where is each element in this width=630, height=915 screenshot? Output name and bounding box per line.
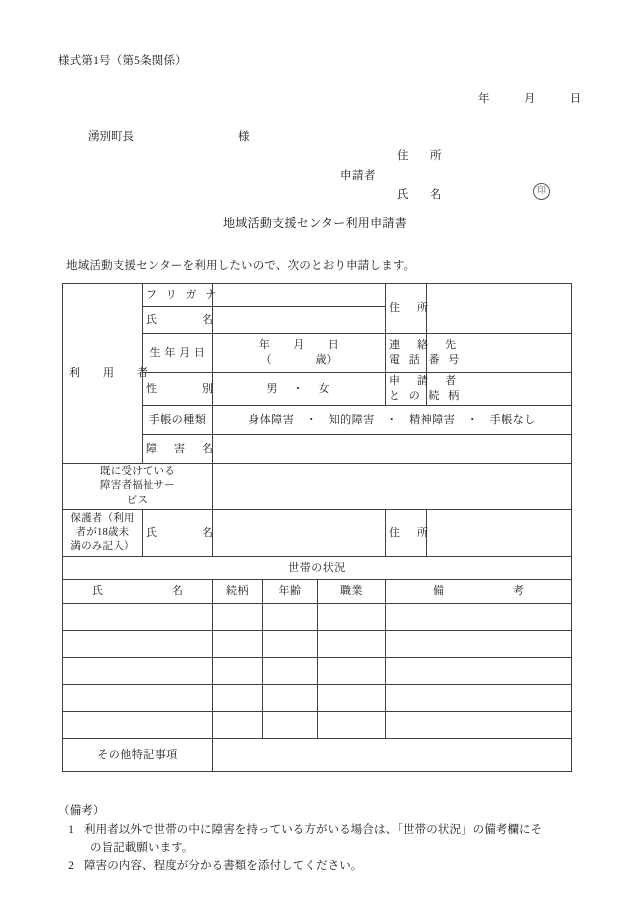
footer-note-1-line1: 利用者以外で世帯の中に障害を持っている方がいる場合は、「世帯の状況」の備考欄にそ xyxy=(84,823,543,836)
table-row-existing-service xyxy=(63,464,572,510)
table-row-guardian xyxy=(63,510,572,557)
guardian-name-input[interactable] xyxy=(213,510,386,557)
existing-service-line3: ビス xyxy=(126,494,149,506)
guardian-label-line1: 保護者（利用 xyxy=(70,512,135,524)
form-number: 様式第1号（第5条関係） xyxy=(58,55,187,67)
footer-notes xyxy=(58,803,598,876)
household-age-input[interactable] xyxy=(263,685,318,712)
disability-name-input[interactable] xyxy=(213,435,572,464)
household-remarks-input[interactable] xyxy=(386,685,572,712)
household-name-input[interactable] xyxy=(63,685,213,712)
guardian-address-input[interactable] xyxy=(427,510,572,557)
handbook-type-label: 手帳の種類 xyxy=(143,406,213,435)
household-remarks-input[interactable] xyxy=(386,604,572,631)
birthdate-age-hint: （ 歳） xyxy=(260,354,338,366)
footer-note-2-line1: 障害の内容、程度が分かる書類を添付してください。 xyxy=(84,860,363,873)
applicant-address-label: 住 所 xyxy=(397,150,447,162)
household-remarks-input[interactable] xyxy=(386,712,572,739)
gender-options[interactable]: 男 ・ 女 xyxy=(213,373,386,406)
guardian-section-label xyxy=(63,510,143,557)
household-occupation-input[interactable] xyxy=(318,685,386,712)
household-age-input[interactable] xyxy=(263,604,318,631)
lead-paragraph: 地域活動支援センターを利用したいので、次のとおり申請します。 xyxy=(66,260,416,272)
household-name-input[interactable] xyxy=(63,631,213,658)
footer-note-1 xyxy=(58,822,598,858)
household-relation-input[interactable] xyxy=(213,712,263,739)
household-relation-input[interactable] xyxy=(213,658,263,685)
household-name-input[interactable] xyxy=(63,658,213,685)
existing-service-line2: 障害者福祉サー xyxy=(100,480,175,492)
existing-service-label xyxy=(63,464,213,510)
addressee-name: 湧別町長 xyxy=(88,131,134,143)
household-col-name: 氏 名 xyxy=(63,580,213,604)
household-remarks-input[interactable] xyxy=(386,658,572,685)
existing-service-input[interactable] xyxy=(213,464,572,510)
gender-label: 性 別 xyxy=(143,373,213,406)
footer-note-1-line2: の旨記載願います。 xyxy=(90,841,194,854)
household-remarks-input[interactable] xyxy=(386,631,572,658)
birthdate-input[interactable] xyxy=(213,334,386,373)
relation-label-line2: と の 続 柄 xyxy=(389,390,463,402)
table-row xyxy=(63,712,572,739)
household-age-input[interactable] xyxy=(263,658,318,685)
household-age-input[interactable] xyxy=(263,631,318,658)
date-day-label: 日 xyxy=(569,93,582,105)
date-month-label: 月 xyxy=(523,93,536,105)
household-relation-input[interactable] xyxy=(213,685,263,712)
household-age-input[interactable] xyxy=(263,712,318,739)
birthdate-ymd-hint: 年 月 日 xyxy=(258,339,340,352)
household-col-relation: 続柄 xyxy=(213,580,263,604)
table-row-household-title xyxy=(63,557,572,580)
footer-note-1-body xyxy=(84,822,598,858)
handbook-type-options[interactable]: 身体障害 ・ 知的障害 ・ 精神障害 ・ 手帳なし xyxy=(213,406,572,435)
applicant-name-label: 氏 名 xyxy=(397,189,447,201)
household-occupation-input[interactable] xyxy=(318,712,386,739)
table-row xyxy=(63,685,572,712)
contact-label-line1: 連 絡 先 xyxy=(389,339,460,352)
table-row xyxy=(63,604,572,631)
furigana-input[interactable] xyxy=(213,284,386,307)
household-col-remarks: 備 考 xyxy=(386,580,572,604)
table-row-other-notes xyxy=(63,739,572,772)
guardian-address-label: 住 所 xyxy=(386,510,427,557)
addressee-honorific: 様 xyxy=(238,131,250,143)
household-relation-input[interactable] xyxy=(213,631,263,658)
user-address-input[interactable] xyxy=(427,284,572,334)
user-address-label: 住 所 xyxy=(386,284,427,334)
applicant-label: 申請者 xyxy=(340,170,376,182)
table-row-furigana xyxy=(63,284,572,307)
guardian-label-line3: 満のみ記入） xyxy=(70,541,135,553)
other-notes-input[interactable] xyxy=(213,739,572,772)
date-year-label: 年 xyxy=(478,93,490,105)
household-col-occupation: 職業 xyxy=(318,580,386,604)
birthdate-label: 生 年 月 日 xyxy=(143,334,213,373)
contact-label-line2: 電 話 番 号 xyxy=(389,354,463,366)
footer-note-1-number: 1 xyxy=(68,823,74,836)
user-name-input[interactable] xyxy=(213,307,386,334)
table-row xyxy=(63,658,572,685)
footer-note-2-body xyxy=(84,858,598,876)
date-line xyxy=(478,90,581,106)
household-col-age: 年齢 xyxy=(263,580,318,604)
household-occupation-input[interactable] xyxy=(318,604,386,631)
seal-stamp-icon: 印 xyxy=(533,183,550,200)
table-row-household-header xyxy=(63,580,572,604)
application-form-table xyxy=(62,283,572,772)
household-section-title: 世帯の状況 xyxy=(63,557,572,580)
footer-note-2 xyxy=(58,858,598,876)
household-name-input[interactable] xyxy=(63,604,213,631)
table-row xyxy=(63,631,572,658)
user-section-label: 利 用 者 xyxy=(63,284,143,464)
household-relation-input[interactable] xyxy=(213,604,263,631)
furigana-label: フ リ ガ ナ xyxy=(143,284,213,307)
disability-name-label: 障 害 名 xyxy=(143,435,213,464)
other-notes-label: その他特記事項 xyxy=(63,739,213,772)
household-name-input[interactable] xyxy=(63,712,213,739)
household-occupation-input[interactable] xyxy=(318,631,386,658)
existing-service-line1: 既に受けている xyxy=(100,466,175,478)
guardian-name-label: 氏 名 xyxy=(143,510,213,557)
page-title: 地域活動支援センター利用申請書 xyxy=(222,216,408,230)
contact-phone-label xyxy=(386,334,463,373)
relation-label-line1: 申 請 者 xyxy=(389,375,460,388)
relation-label xyxy=(386,373,463,406)
user-name-label: 氏 名 xyxy=(143,307,213,334)
guardian-label-line2: 者が18歳未 xyxy=(75,526,130,538)
household-occupation-input[interactable] xyxy=(318,658,386,685)
footer-notes-heading: （備考） xyxy=(58,805,105,817)
footer-note-2-number: 2 xyxy=(68,860,74,873)
